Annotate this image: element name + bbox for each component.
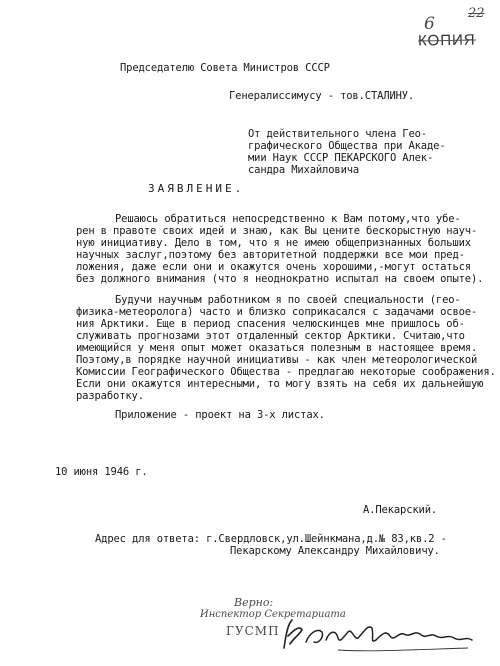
- document-date: 10 июня 1946 г.: [55, 466, 148, 478]
- body-line: рен в правоте своих идей и знаю, как Вы цените бескорыстную науч-: [76, 225, 478, 237]
- reply-address-line-1: Адрес для ответа: г.Свердловск,ул.Шейнкмана,д.№ 83,кв.2 -: [95, 533, 447, 545]
- sender-line: От действительного члена Гео-: [248, 128, 427, 140]
- body-line: имеющийся у меня опыт может оказаться полезным в настоящее время.: [76, 342, 478, 354]
- addressee-line-2: Генералиссимусу - тов.СТАЛИНУ.: [229, 90, 415, 102]
- addressee-line-1: Председателю Совета Министров СССР: [120, 62, 330, 74]
- body-line: Комиссии Географического Общества - предлагаю некоторые соображения.: [76, 366, 496, 378]
- document-title: ЗАЯВЛЕНИЕ.: [148, 182, 245, 195]
- body-line: ную инициативу. Дело в том, что я не имею общепризнанных больших: [76, 237, 471, 249]
- folio-number: 22: [468, 6, 485, 21]
- body-line: ния Арктики. Еще в период спасения челюскинцев мне пришлось об-: [76, 318, 465, 330]
- body-line: Решаюсь обратиться непосредственно к Вам потому,что убе-: [115, 213, 461, 225]
- attachment-note: Приложение - проект на 3-х листах.: [115, 409, 325, 421]
- sender-line: сандра Михайловича: [248, 164, 360, 176]
- body-line: Будучи научным работником я по своей специальности (гео-: [115, 294, 461, 306]
- reply-address-line-2: Пекарскому Александру Михайловичу.: [230, 545, 440, 557]
- body-line: служивать прогнозами этот отдаленный сектор Арктики. Считаю,что: [76, 330, 465, 342]
- sender-line: мии Наук СССР ПЕКАРСКОГО Алек-: [248, 152, 434, 164]
- certification-position: Инспектор Секретариата: [200, 609, 346, 620]
- typed-signature: А.Пекарский.: [363, 504, 438, 516]
- body-line: ложения, даже если они и окажутся очень хорошими,-могут остаться: [76, 261, 471, 273]
- body-line: Если они окажутся интересными, то могу взять на себя их дальнейшую: [76, 378, 484, 390]
- certification-org: ГУСМП: [226, 624, 280, 638]
- certification-verified: Верно:: [234, 596, 274, 609]
- page-number: 6: [424, 14, 435, 34]
- body-line: научных заслуг,поэтому без авторитетной поддержки все мои пред-: [76, 249, 465, 261]
- body-line: физика-метеоролога) часто и близко соприкасался с задачами освое-: [76, 306, 478, 318]
- body-line: без должного внимания (что я неоднократно испытал на своем опыте).: [76, 273, 484, 285]
- sender-line: графического Общества при Акаде-: [248, 140, 446, 152]
- copy-stamp: КОПИЯ: [417, 31, 476, 50]
- body-line: Поэтому,в порядке научной инициативы - как член метеорологической: [76, 354, 478, 366]
- body-line: разработку.: [76, 390, 144, 402]
- handwritten-signature: [278, 614, 478, 656]
